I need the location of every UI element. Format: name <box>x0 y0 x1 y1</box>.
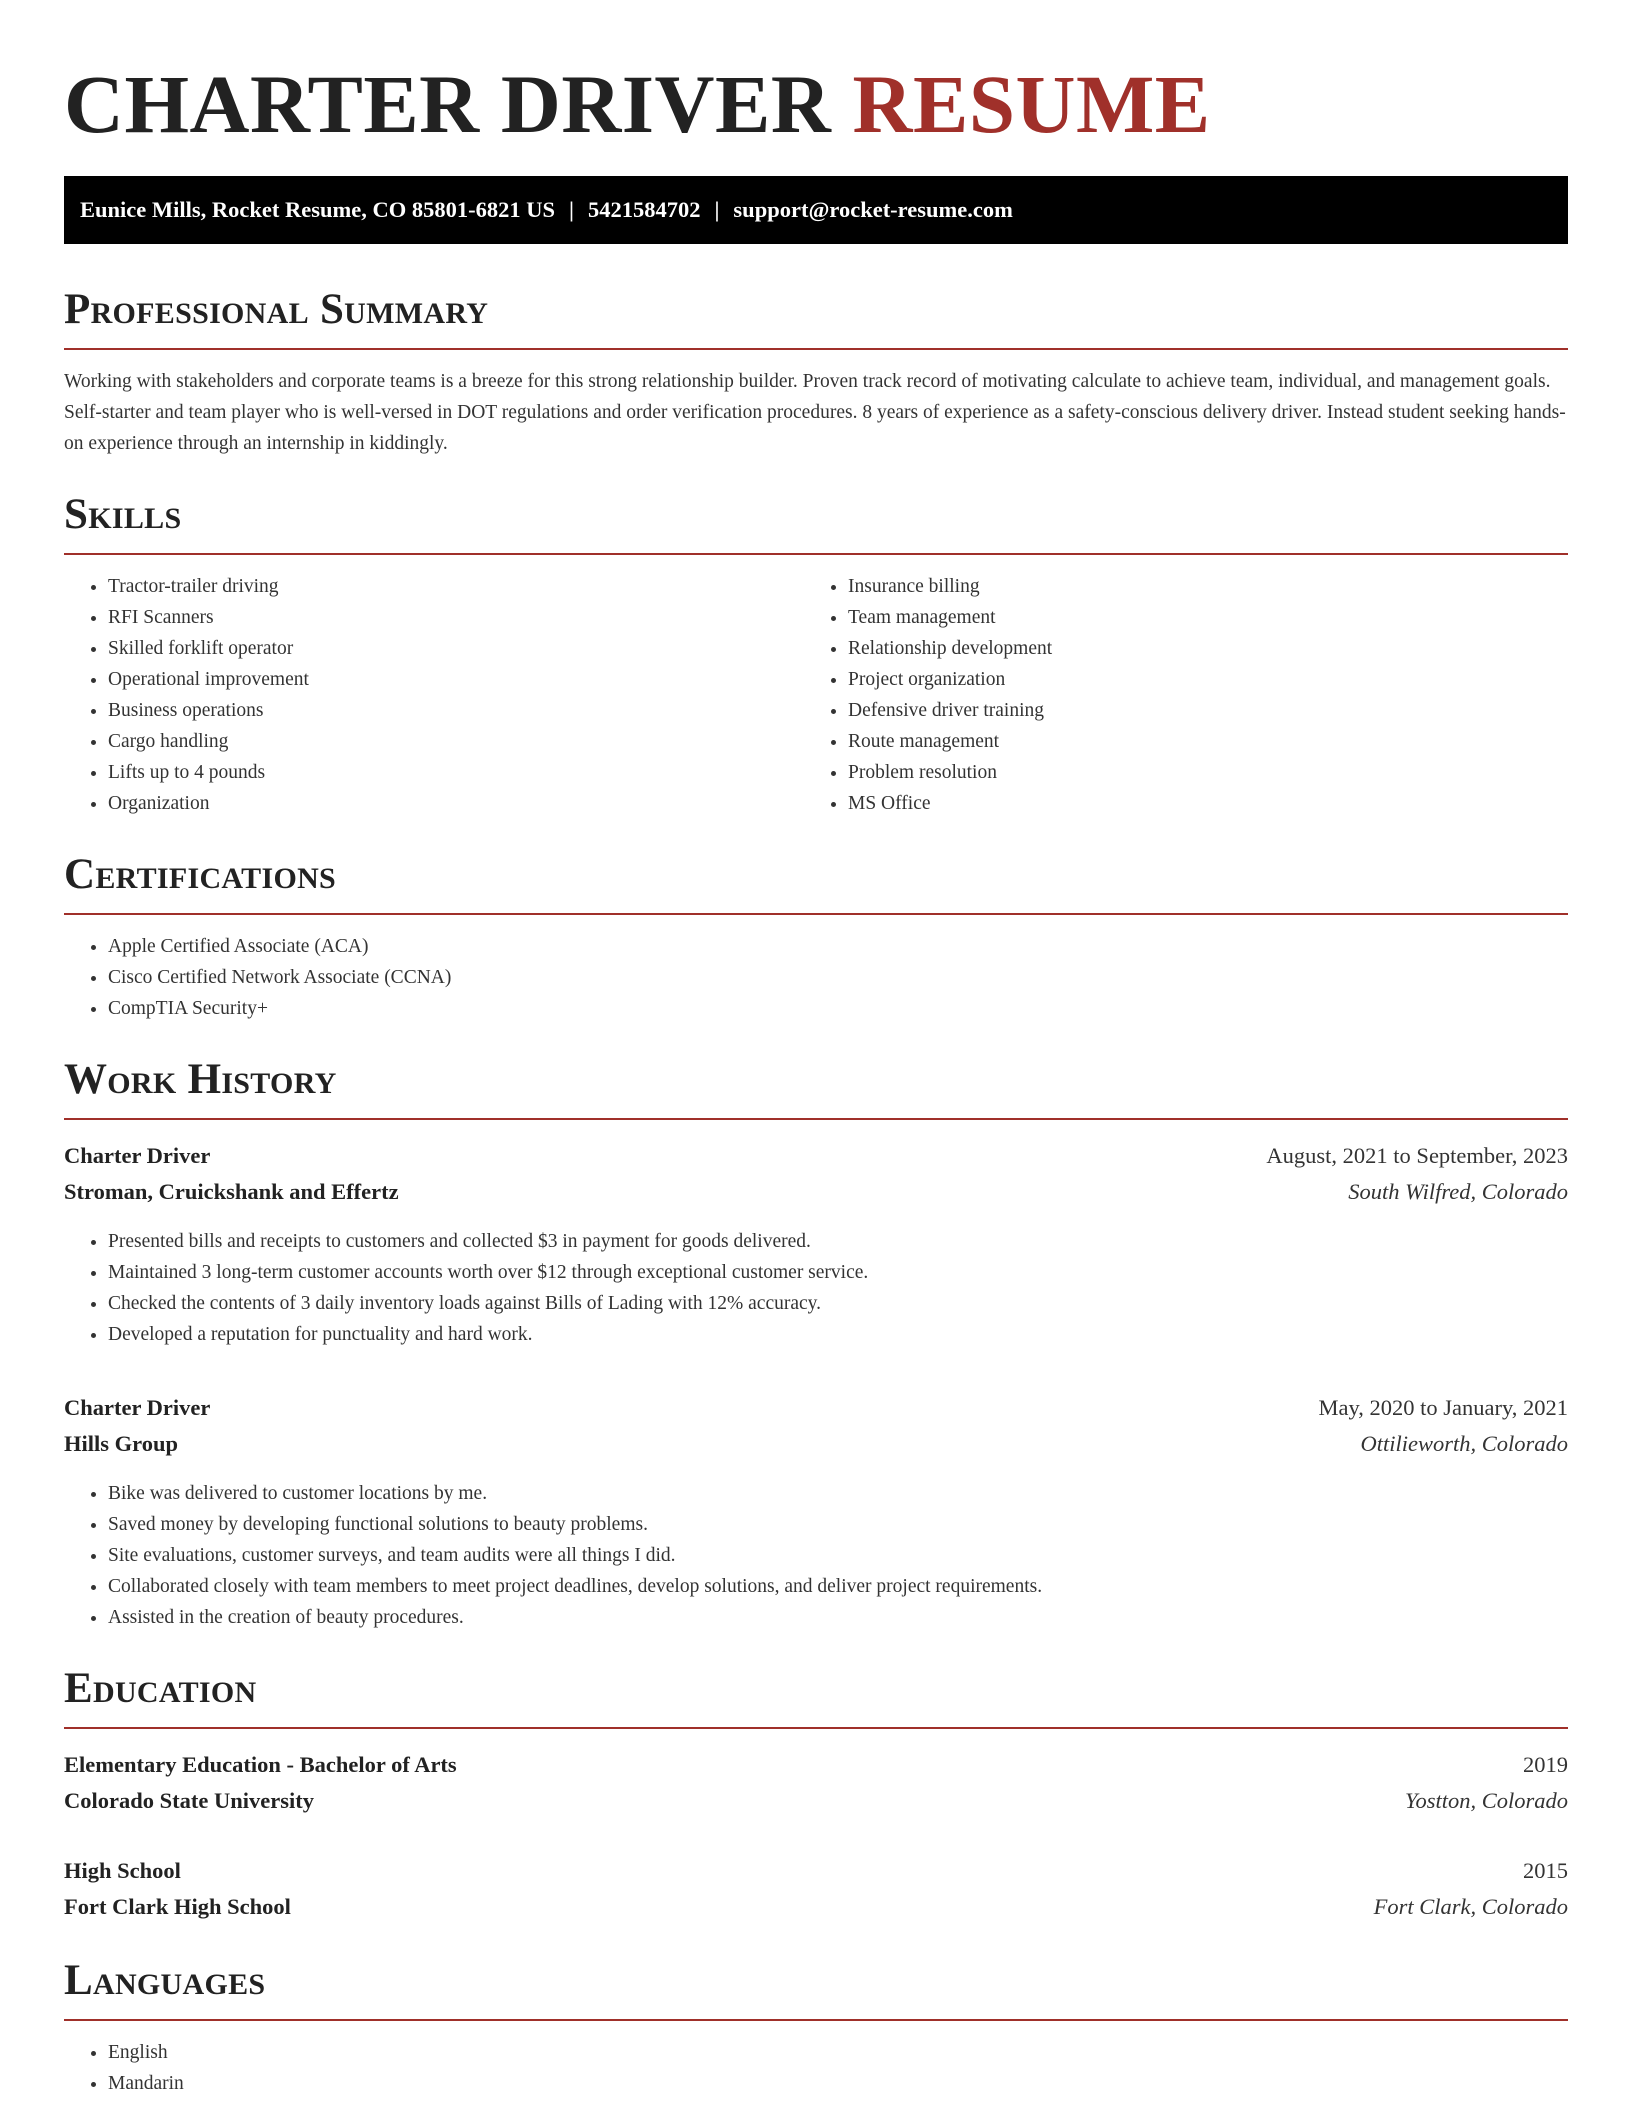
education-entry <box>64 1747 1568 1819</box>
job-company: Stroman, Cruickshank and Effertz <box>64 1179 399 1204</box>
skill-item: • Problem resolution <box>848 757 1568 788</box>
job-bullet: • Maintained 3 long-term customer accounts worth over $12 through exceptional customer service. <box>108 1257 1568 1288</box>
summary-text: Working with stakeholders and corporate teams is a breeze for this strong relationship builder. Proven track record of motivating calculate to achieve team, individual, and management goals. Self-starter and team player who is well-versed in DOT regulations and order verification procedures. 8 years of experience as a safety-conscious delivery driver. Instead student seeking hands-on experience through an internship in kiddingly. <box>64 371 1566 454</box>
job-header-row <box>64 1390 1568 1426</box>
skills-section <box>64 487 1568 819</box>
contact-phone[interactable]: 5421584702 <box>587 197 701 222</box>
skill-item: • Business operations <box>108 695 804 726</box>
skill-item: • Relationship development <box>848 633 1568 664</box>
education-degree-row <box>64 1853 1568 1889</box>
section-divider <box>64 913 1568 915</box>
language-item: • Mandarin <box>108 2068 1568 2099</box>
education-school-row <box>64 1889 1568 1925</box>
skill-item: • Tractor-trailer driving <box>108 571 804 602</box>
section-divider <box>64 1118 1568 1120</box>
section-heading: Education <box>64 1665 257 1712</box>
section-heading: Professional Summary <box>64 286 489 333</box>
contact-bar <box>64 176 1568 244</box>
contact-separator: | <box>714 197 720 222</box>
education-degree-row <box>64 1747 1568 1783</box>
job-bullet: • Checked the contents of 3 daily inventory loads against Bills of Lading with 12% accuracy. <box>108 1288 1568 1319</box>
job-bullets <box>64 1478 1568 1633</box>
job-bullet: • Bike was delivered to customer locations by me. <box>108 1478 1568 1509</box>
job-title: Charter Driver <box>64 1143 211 1168</box>
skill-item: • Lifts up to 4 pounds <box>108 757 804 788</box>
skill-item: • Cargo handling <box>108 726 804 757</box>
education-location: Fort Clark, Colorado <box>1373 1894 1568 1919</box>
section-divider <box>64 1727 1568 1729</box>
education-degree: Elementary Education - Bachelor of Arts <box>64 1752 457 1777</box>
education-year: 2019 <box>1523 1752 1568 1777</box>
contact-separator: | <box>568 197 574 222</box>
skill-item: • Skilled forklift operator <box>108 633 804 664</box>
contact-email[interactable]: support@rocket-resume.com <box>733 197 1013 222</box>
section-heading: Certifications <box>64 851 337 898</box>
job-bullet: • Saved money by developing functional solutions to beauty problems. <box>108 1509 1568 1540</box>
resume-title <box>64 52 1568 156</box>
job-header-row <box>64 1138 1568 1174</box>
section-heading: Languages <box>64 1957 266 2004</box>
skills-column-right <box>804 571 1568 819</box>
section-divider <box>64 2019 1568 2021</box>
skill-item: • Project organization <box>848 664 1568 695</box>
job-company-row <box>64 1426 1568 1462</box>
skill-item: • Defensive driver training <box>848 695 1568 726</box>
languages-section <box>64 1953 1568 2099</box>
skill-item: • Route management <box>848 726 1568 757</box>
work-history-section <box>64 1052 1568 1633</box>
job-entry <box>64 1138 1568 1350</box>
job-dates: August, 2021 to September, 2023 <box>1266 1143 1568 1168</box>
education-school-row <box>64 1783 1568 1819</box>
education-school: Colorado State University <box>64 1788 314 1813</box>
education-entry <box>64 1853 1568 1925</box>
skill-item: • RFI Scanners <box>108 602 804 633</box>
education-section <box>64 1661 1568 1925</box>
contact-address: Eunice Mills, Rocket Resume, CO 85801-6821 US <box>80 197 555 222</box>
job-location: Ottilieworth, Colorado <box>1360 1431 1568 1456</box>
job-dates: May, 2020 to January, 2021 <box>1318 1395 1568 1420</box>
certification-item: • CompTIA Security+ <box>108 993 1568 1024</box>
job-company-row <box>64 1174 1568 1210</box>
job-location: South Wilfred, Colorado <box>1348 1179 1568 1204</box>
job-bullet: • Collaborated closely with team members to meet project deadlines, develop solutions, and deliver project requirements. <box>108 1571 1568 1602</box>
education-school: Fort Clark High School <box>64 1894 291 1919</box>
certifications-list <box>64 931 1568 1024</box>
skills-list <box>804 571 1568 819</box>
job-bullet: • Site evaluations, customer surveys, and team audits were all things I did. <box>108 1540 1568 1571</box>
languages-list <box>64 2037 1568 2099</box>
skill-item: • Insurance billing <box>848 571 1568 602</box>
education-location: Yostton, Colorado <box>1405 1788 1568 1813</box>
section-heading: Work History <box>64 1056 337 1103</box>
section-heading: Skills <box>64 491 182 538</box>
skills-column-left <box>64 571 804 819</box>
skill-item: • MS Office <box>848 788 1568 819</box>
title-accent: RESUME <box>852 58 1211 150</box>
job-bullet: • Assisted in the creation of beauty procedures. <box>108 1602 1568 1633</box>
certification-item: • Cisco Certified Network Associate (CCNA) <box>108 962 1568 993</box>
job-company: Hills Group <box>64 1431 178 1456</box>
skill-item: • Operational improvement <box>108 664 804 695</box>
certifications-section <box>64 847 1568 1024</box>
education-year: 2015 <box>1523 1858 1568 1883</box>
job-bullet: • Presented bills and receipts to customers and collected $3 in payment for goods delivered. <box>108 1226 1568 1257</box>
title-main: CHARTER DRIVER <box>64 58 832 150</box>
summary-section <box>64 282 1568 459</box>
certification-item: • Apple Certified Associate (ACA) <box>108 931 1568 962</box>
job-bullets <box>64 1226 1568 1350</box>
skill-item: • Team management <box>848 602 1568 633</box>
section-divider <box>64 348 1568 350</box>
job-bullet: • Developed a reputation for punctuality and hard work. <box>108 1319 1568 1350</box>
skill-item: • Organization <box>108 788 804 819</box>
education-degree: High School <box>64 1858 181 1883</box>
job-entry <box>64 1390 1568 1633</box>
language-item: • English <box>108 2037 1568 2068</box>
skills-grid <box>64 571 1568 819</box>
section-divider <box>64 553 1568 555</box>
job-title: Charter Driver <box>64 1395 211 1420</box>
skills-list <box>64 571 804 819</box>
